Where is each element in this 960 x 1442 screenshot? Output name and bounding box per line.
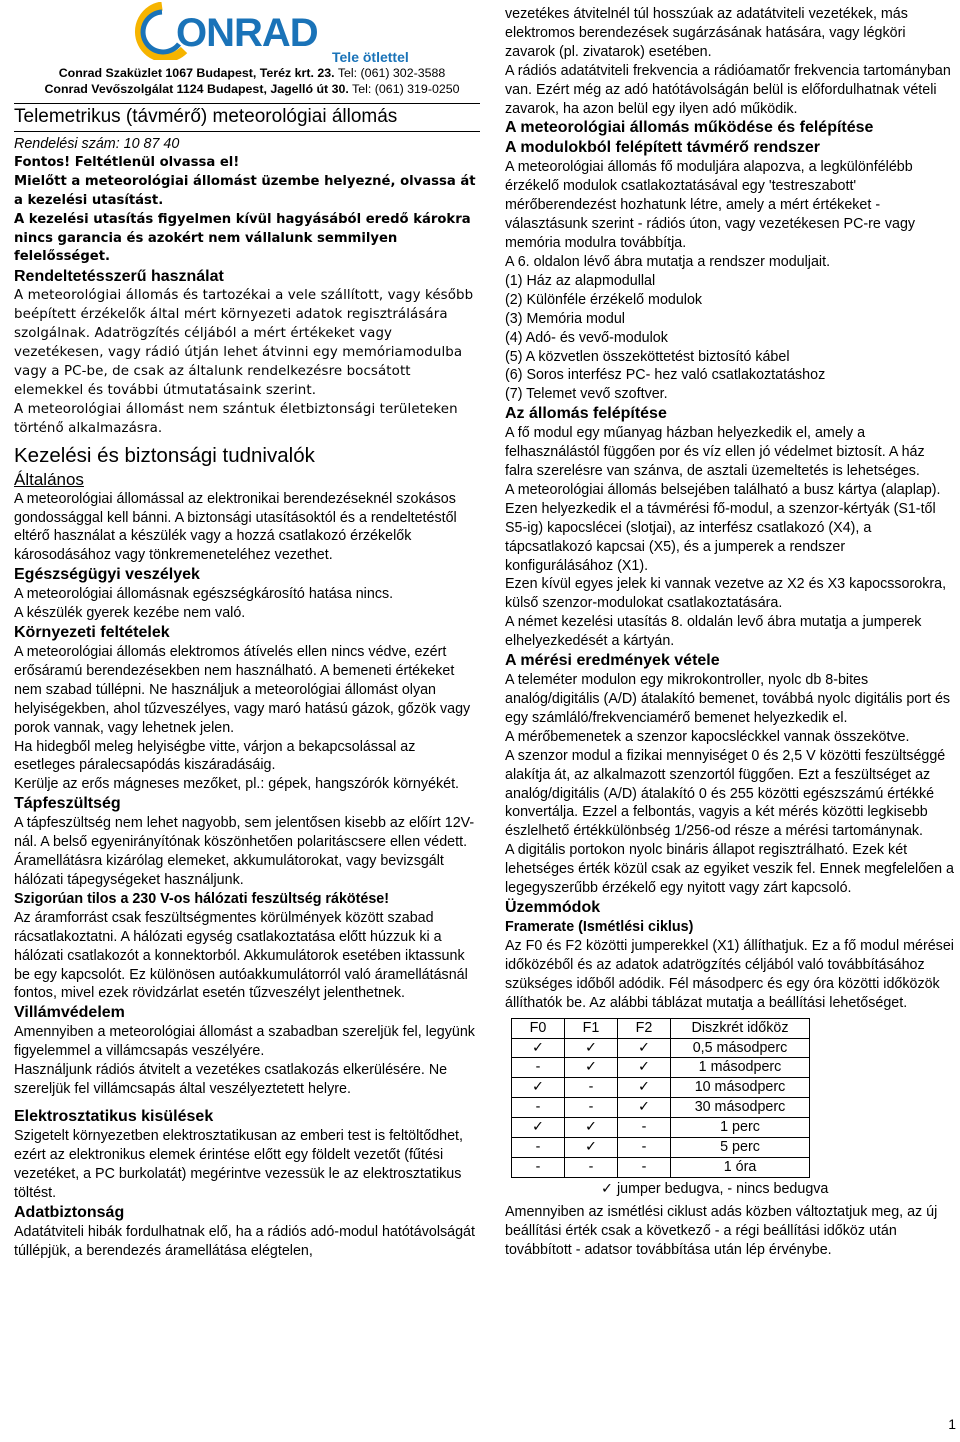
table-cell: ✓ [512,1038,565,1058]
document-title: Telemetrikus (távmérő) meteorológiai állomás [14,103,480,132]
table-cell: - [512,1098,565,1118]
power-text-4: Az áramforrást csak feszültségmentes körülmények között szabad rácsatlakoztatni. [14,909,434,945]
heading-general: Általános [14,469,84,489]
env-text-2: Ne használjuk a meteorológiai állomást olyan helyiségekben, ahol tűzveszélyes, vagy maró hatású gázok, gőzök vagy porok vannak, vagy lehetnek jelen. [14,681,471,736]
table-row [512,1058,810,1078]
heading-function: A meteorológiai állomás működése és felépítése [505,119,874,137]
table-cell: ✓ [565,1138,618,1158]
table-cell: 10 másodperc [671,1078,810,1098]
checkmark-icon: ✓ [601,1180,613,1197]
paragraph-results-3: A szenzor modul a fizikai mennyiséget 0 és 2,5 V közötti feszültséggé alakítja át, az alkalmazott szenzortól függően. Ezt a feszültséget az analóg/digitális (A/D) átalakító 0 és 255 közötti egészszámú értékké konvertálja. Ezzel a felbontás, vagyis a két mérés közötti legkisebb észlelhető értékkülönbség 1/256-od része a mérési tartománynak. [505,747,946,840]
table-cell: 1 másodperc [671,1058,810,1078]
paragraph-environment-3: Ha hidegből meleg helyiségbe vitte, várjon a bekapcsolással az esetleges páralecsapódás kiszáradásáig. [14,738,416,774]
paragraph-environment-1 [14,643,480,738]
table-legend [601,1180,955,1199]
build-text-2a: A meteorológiai állomás belsejében található a busz kártya (alaplap). Ezen helyezkedik el a távmérési fő-modul, a szenzor-kértyák (S1-től S5-ig) kapocslécei (slotjai), az interfész csatlakozó (X4) [505,481,941,536]
left-column [14,0,480,1260]
table-cell: - [512,1058,565,1078]
table-cell: 30 másodperc [671,1098,810,1118]
address-service [24,82,480,98]
heading-framerate: Framerate (Ismétlési ciklus) [505,918,694,935]
general-text-1: A meteorológiai állomással az elektronikai berendezéseknél szokásos gondossággal kell bánni. [14,490,456,526]
table-cell: ✓ [618,1058,671,1078]
paragraph-framerate: Az F0 és F2 közötti jumperekkel (X1) állíthatjuk. Ez a fő modul mérései időközéből és az adatok adatrögzítés céljából való továbbításához szükséges időből adódik. Fél másodperc és egy óra közötti időközök állíthatók be. Az alábbi táblázat mutatja a beállítási lehetőséget. [505,937,954,1011]
general-text-2: A biztonsági utasításoktól és a rendeltetéstől eltérő használat a készülék vagy a hozzá csatlakozó érzékelők károsodásához vagy tönkremeneteléhez vezethet. [14,509,457,564]
table-header-cell: F1 [565,1018,618,1038]
address-service-text: Conrad Vevőszolgálat 1124 Budapest, Jagelló út 30. [44,81,349,96]
warning-important: Fontos! Feltétlenül olvassa el! [14,154,240,170]
table-cell: ✓ [618,1078,671,1098]
table-cell: - [512,1157,565,1177]
module-list-item: (3) Memória modul [505,310,625,327]
heading-lightning: Villámvédelem [14,1004,125,1022]
module-list-item: (2) Különféle érzékelő modulok [505,291,703,308]
framerate-table [511,1018,810,1178]
page-number: 1 [948,1416,956,1433]
table-cell: - [565,1157,618,1177]
paragraph-figure-ref: A 6. oldalon lévő ábra mutatja a rendszer moduljait. [505,253,831,270]
heading-esd: Elektrosztatikus kisülések [14,1107,214,1125]
module-list-item: (4) Adó- és vevő-modulok [505,329,668,346]
heading-data-security: Adatbiztonság [14,1203,125,1221]
warning-liability: A kezelési utasítás figyelmen kívül hagyásából eredő károkra nincs garancia és azokért nem vállalunk semmilyen felelősséget. [14,211,471,265]
table-cell: 1 perc [671,1118,810,1138]
order-number: Rendelési szám: 10 87 40 [14,136,180,152]
module-list-item: (6) Soros interfész PC- hez való csatlakoztatáshoz [505,367,826,384]
address-service-tel: Tel: (061) 319-0250 [348,81,460,96]
table-row [512,1078,810,1098]
table-cell: - [512,1138,565,1158]
table-cell: 5 perc [671,1138,810,1158]
table-header-cell: F2 [618,1018,671,1038]
paragraph-health-1: A meteorológiai állomásnak egészségkárosító hatása nincs. [14,586,394,603]
table-cell: ✓ [565,1118,618,1138]
table-cell: ✓ [512,1118,565,1138]
table-cell: ✓ [565,1038,618,1058]
heading-station-build: Az állomás felépítése [505,405,667,423]
table-row [512,1118,810,1138]
address-store [24,66,480,82]
address-store-text: Conrad Szaküzlet 1067 Budapest, Teréz krt. 23. [58,66,335,80]
module-list-item: (7) Telemet vevő szoftver. [505,386,668,403]
address-store-tel: Tel: (061) 302-3588 [334,66,446,80]
intended-use-text-2: Adatrögzítés céljából a mért értékeket vagy vezetékesen, vagy rádió útján lehet átvinni egy memóriamodulba vagy a PC-be, de csak az általunk rendelkezésre bocsátott elemekkel és további útmutatásaink szerint. [14,326,463,398]
power-text-1: A tápfeszültség nem lehet nagyobb, sem jelentősen kisebb az előírt 12V-nál. [14,815,475,851]
table-cell: 0,5 másodperc [671,1038,810,1058]
table-cell: ✓ [618,1038,671,1058]
table-cell: ✓ [512,1078,565,1098]
paragraph-build-4: A német kezelési utasítás 8. oldalán levő ábra mutatja a jumperek elhelyezkedését a kártyán. [505,614,922,650]
table-row [512,1038,810,1058]
paragraph-lightning-1: Amennyiben a meteorológiai állomást a szabadban szereljük fel, legyünk figyelemmel a villámcsapás veszélyére. [14,1024,475,1060]
heading-modular-system: A modulokból felépített távmérő rendszer [505,139,821,157]
table-cell: 1 óra [671,1157,810,1177]
lightning-text-2: Használjunk rádiós átvitelt a vezetékes csatlakozás elkerülésére. [14,1062,425,1079]
paragraph-build-1: A fő modul egy műanyag házban helyezkedik el, amely a felhasználástól függően por és víz ellen jó védelmet biztosít. A ház falra szerelésre van szánva, de asztali üzemeltetés is lehetséges. [505,425,925,480]
paragraph-power-warning: Szigorúan tilos a 230 V-os hálózati feszültség rákötése! [14,890,390,907]
svg-text:ONRAD: ONRAD [176,11,318,55]
table-header-cell: Diszkrét időköz [671,1018,810,1038]
table-cell: - [565,1078,618,1098]
heading-intended-use: Rendeltetésszerű használat [14,268,224,286]
paragraph-lightning-2 [14,1061,480,1099]
table-cell: ✓ [618,1098,671,1118]
conrad-logo [14,0,480,66]
tagline: Tele ötlettel [332,49,409,65]
paragraph-intended-use [14,287,480,400]
table-cell: - [565,1098,618,1118]
table-cell: - [618,1118,671,1138]
right-column [505,5,955,1259]
table-cell: ✓ [565,1058,618,1078]
warning-read-first: Mielőtt a meteorológiai állomást üzembe helyezné, olvassa át a kezelési utasítást. [14,173,476,208]
table-cell: - [618,1157,671,1177]
env-text-1: A meteorológiai állomás elektromos átívelés ellen nincs védve, ezért erősáramú berendezésekben nem használható. A bemeneti értékeket nem szabad túllépni. [14,644,455,698]
paragraph-life-safety: A meteorológiai állomást nem szántuk életbiztonsági területeken történő alkalmazásra. [14,401,458,436]
power-text-2: A belső egyenirányítónak köszönhetően polaritáscsere ellen védett. Áramellátásra kizárólag elemeket, akkumulátorokat, vagy bevizsgált hálózati tápegységeket használjunk. [14,834,468,888]
paragraph-frequency: A rádiós adatátviteli frekvencia a rádióamatőr frekvencia tartományban van. Ezért még az adó hatótávolságán belül is előfordulhatnak vételi zavarok, ha azon belül egy ilyen adó működik. [505,62,951,117]
paragraph-power-1 [14,814,480,890]
heading-measurement: A mérési eredmények vétele [505,652,720,670]
power-text-5: A hálózati egység csatlakoztatása előtt húzzuk ki a hálózati csatlakozót a konnektorból. Akkumulátorok esetében iktassunk be egy kapcsolót. Ez különösen autóakkumulátorról való áramellátásnál fontos, mivel ezek rövidzárlat esetén tűzveszélyt jelenthetnek. [14,928,468,1002]
table-header-cell: F0 [512,1018,565,1038]
paragraph-general [14,490,480,566]
paragraph-health-2: A készülék gyerek kezébe nem való. [14,605,246,622]
paragraph-modular: A meteorológiai állomás fő moduljára alapozva, a legkülönfélébb érzékelő modulok csatlakoztatásával egy 'testreszabott' mérőberendezést hozhatunk létre, amely a mért értékeket - választásunk szerint - rádiós úton, vagy vezetékesen PC-re vagy memória modulra továbbítja. [505,159,916,252]
intended-use-text-1: A meteorológiai állomás és tartozékai a vele szállított, vagy később beépített érzékelők által mért környezeti adatok regisztrálására szolgálnak. [14,288,474,342]
heading-health: Egészségügyi veszélyek [14,566,200,584]
heading-modes: Üzemmódok [505,898,601,916]
paragraph-environment-4: Kerülje az erős mágneses mezőket, pl.: gépek, hangszórók környékét. [14,776,460,793]
legend-text: jumper bedugva, - nincs bedugva [612,1180,829,1197]
paragraph-build-3: Ezen kívül egyes jelek ki vannak vezetve az X2 és X3 kapocssorokra, külső szenzor-modulokat csatlakoztatására. [505,576,947,612]
lightning-text-3: Ne szereljük fel villámcsapás által veszélyeztetett helyre. [14,1062,448,1098]
build-text-2b: , a tápcsatlakozó kapcsai (X5), és a jumperek a rendszer konfigurálásához (X1). [505,519,872,574]
paragraph-esd: Szigetelt környezetben elektrosztatikusan az emberi test is feltöltődhet, ezért az elektronikus elemek érintése előtt egy földelt vezetőt (fűtési vezetéket, a PC burkolatát) megérintve vezessük le az elektrosztatikus töltést. [14,1127,463,1201]
table-row [512,1157,810,1177]
module-list-item: (5) A közvetlen összeköttetést biztosító kábel [505,348,790,365]
table-row [512,1138,810,1158]
paragraph-results-4: A digitális portokon nyolc bináris állapot regisztrálható. Ezek két lehetséges érték közül csak az egyiket veszik fel. Ennek megfelelően a legegyszerűbb érzékelő egy nyitott vagy zárt kapcsoló. [505,842,955,897]
paragraph-continued: vezetékes átvitelnél túl hosszúak az adatátviteli vezetékek, más elektromos berendezések sugárzásának hatására, vagy légköri zavarok (pl. zivatarok) esetében. [505,6,908,60]
table-cell: - [618,1138,671,1158]
paragraph-build-2 [505,481,955,576]
heading-safety-info: Kezelési és biztonsági tudnivalók [14,443,315,467]
paragraph-final: Amennyiben az ismétlési ciklust adás közben változtatjuk meg, az új beállítási érték csak a következő - a régi beállítási időköz után továbbított - adatsor továbbítása után lép érvénybe. [505,1203,938,1258]
paragraph-power-2 [14,909,480,1004]
table-row [512,1098,810,1118]
module-list-item: (1) Ház az alapmodullal [505,272,656,289]
heading-power: Tápfeszültség [14,795,121,813]
table-header-row [512,1018,810,1038]
paragraph-results-1: A teleméter modulon egy mikrokontroller, nyolc db 8-bites analóg/digitális (A/D) átalakító bemenet, továbbá nyolc digitális port és egy számláló/frekvenciamérő bemenet helyezkedik el. [505,672,951,726]
heading-environment: Környezeti feltételek [14,624,170,642]
paragraph-results-2: A mérőbemenetek a szenzor kapocsléckkel vannak összekötve. [505,728,910,745]
paragraph-data-security: Adatátviteli hibák fordulhatnak elő, ha a rádiós adó-modul hatótávolságát túllépjük, a berendezés áramellátása elégtelen, [14,1223,475,1259]
